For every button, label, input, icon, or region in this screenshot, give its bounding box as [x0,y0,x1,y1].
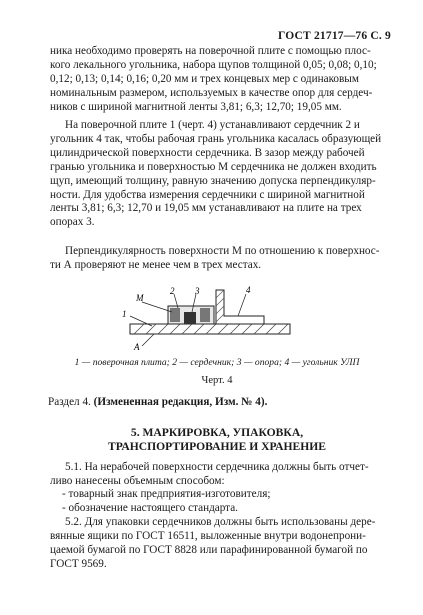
section-note-edit: (Измененная редакция, Изм. № 4). [93,396,268,408]
paragraph-continuation [50,45,384,115]
support-shape [184,312,196,324]
text-line: ГОСТ 9569. [50,557,107,570]
list-item: - обозначение настоящего стандарта. [62,501,238,514]
text-line: 0,12; 0,13; 0,14; 0,16; 0,20 мм и трех концевых мер с одинаковым [50,72,359,85]
text-line: опорах 3. [50,216,95,229]
paragraph-5-2 [50,516,384,572]
text-line: вянные ящики по ГОСТ 16511, выложенные внутри водонепрони- [50,529,366,542]
heading-line: 5. МАРКИРОВКА, УПАКОВКА, [130,426,304,439]
text-line: цилиндрической поверхности сердечника. В зазор между рабочей [50,146,365,159]
figure-caption: 1 — поверочная плита; 2 — сердечник; 3 — опора; 4 — угольник УЛП [74,357,360,368]
text-line: угольник 4 так, чтобы рабочая грань угольника касалась образующей [50,132,382,145]
text-line: гранью угольника и поверхностью М сердечника не должен входить [50,160,377,173]
text-line: цаемой бумагой по ГОСТ 8828 или парафинированной бумагой по [50,543,368,556]
text-line: ника необходимо проверять на поверочной плите с помощью плос- [50,45,371,57]
text-line: ников с шириной магнитной ленты 3,81; 6,3; 12,70; 19,05 мм. [50,100,342,113]
heading-line: ТРАНСПОРТИРОВАНИЕ И ХРАНЕНИЕ [108,440,326,453]
text-line: ливо нанесены объемным способом: [50,474,225,487]
text-line: кого лекального угольника, набора щупов толщиной 0,05; 0,08; 0,10; [50,58,377,71]
text-line: щуп, имеющий толщину, равную значению допуска перпендикуляр- [50,174,376,187]
core-right-hatch [200,308,210,322]
text-line: 5.2. Для упаковки сердечников должны быть использованы дере- [65,516,376,528]
label-3: 3 [195,286,200,296]
plate-shape [130,324,290,334]
label-4: 4 [246,286,251,295]
section-heading [50,426,384,454]
text-line: ти А проверяют не менее чем в трех местах. [50,258,262,271]
section-edit-note [48,396,267,408]
text-line: номинальным размером, используемых в качестве опор для сердеч- [50,86,373,99]
paragraph-procedure [50,119,384,230]
label-2: 2 [170,286,175,296]
text-line: 5.1. На нерабочей поверхности сердечника должны быть отчет- [65,461,369,473]
label-1: 1 [122,309,127,319]
text-line: ности. Для удобства измерения сердечники с шириной магнитной [50,188,365,201]
marking-list [62,488,270,516]
text-line: На поверочной плите 1 (черт. 4) устанавливают сердечник 2 и [65,119,360,131]
label-a: А [134,342,140,352]
core-left-hatch [170,308,180,322]
section-note-prefix: Раздел 4. [48,396,91,408]
figure-4-drawing [112,286,302,352]
paragraph-5-1 [50,461,384,489]
figure-title: Черт. 4 [201,375,233,386]
text-line: ленты 3,81; 6,3; 12,70 и 19,05 мм устанавливают на плите на трех [50,202,362,215]
label-m: М [136,293,144,303]
page-header: ГОСТ 21717—76 С. 9 [278,30,391,42]
list-item: - товарный знак предприятия-изготовителя; [62,488,271,500]
paragraph-perpendicularity [50,245,384,273]
text-line: Перпендикулярность поверхности М по отношению к поверхнос- [65,245,380,257]
